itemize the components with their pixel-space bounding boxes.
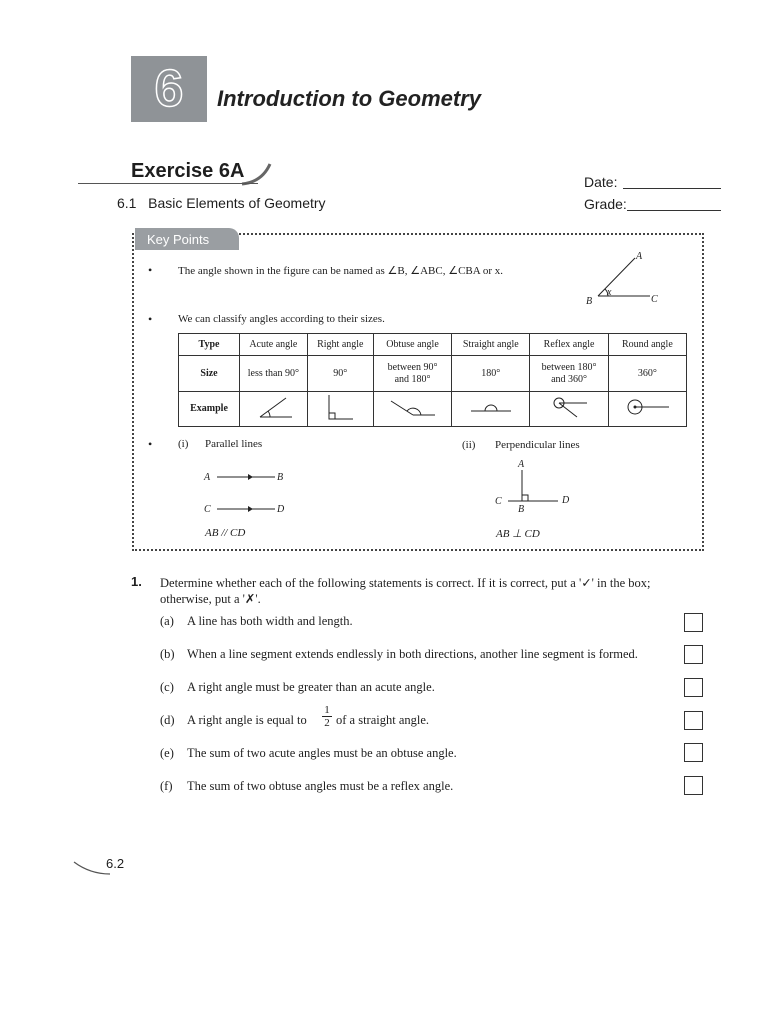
type-cell: Acute angle [240,334,308,356]
grade-field[interactable] [627,210,721,211]
type-cell: Round angle [608,334,686,356]
item-label: (a) [160,614,174,628]
parallel-lines-figure [215,470,280,520]
parallel-title: Parallel lines [205,438,263,450]
right-angle-example-icon [307,392,373,427]
item-label: (b) [160,647,175,661]
perpendicular-number: (ii) [462,439,476,451]
point-a-label: A [636,251,643,262]
point-c-label: C [651,294,658,305]
question-prompt-line2: otherwise, put a '✗'. [160,592,261,606]
answer-checkbox[interactable] [684,743,703,762]
item-text: A line has both width and length. [187,614,353,628]
item-text-after: of a straight angle. [336,713,430,727]
section-heading [117,195,326,211]
answer-checkbox[interactable] [684,678,703,697]
obtuse-angle-example-icon [373,392,451,427]
item-text: A right angle must be greater than an acute angle. [187,680,435,694]
parallel-label-d: D [277,504,285,515]
size-header: Size [179,356,240,392]
table-row-example [179,392,687,427]
date-field[interactable] [623,188,721,189]
straight-angle-example-icon [452,392,530,427]
angle-x-label: x [607,287,612,298]
perpendicular-title: Perpendicular lines [495,439,580,451]
item-label: (f) [160,779,173,793]
item-label: (c) [160,680,174,694]
point-b-label: B [586,296,593,307]
round-angle-example-icon [608,392,686,427]
parallel-label-a: A [204,472,211,483]
size-cell: between 90° and 180° [373,356,451,392]
item-label: (d) [160,713,175,727]
exercise-title: Exercise 6A [131,160,245,182]
chapter-number: 6 [154,60,184,118]
fraction-denominator: 2 [322,716,332,730]
fraction-one-half [322,704,332,730]
question-number: 1. [131,574,142,589]
bullet-1: • [148,263,153,277]
classify-text: We can classify angles according to their sizes. [178,313,385,325]
acute-angle-example-icon [240,392,308,427]
fraction-numerator: 1 [324,704,330,716]
item-text: When a line segment extends endlessly in both directions, another line segment is formed. [187,647,638,661]
type-cell: Right angle [307,334,373,356]
type-cell: Reflex angle [530,334,608,356]
perp-label-d: D [562,495,570,506]
chapter-title: Introduction to Geometry [217,86,481,111]
size-cell: less than 90° [240,356,308,392]
perp-label-c: C [495,496,502,507]
table-row-size [179,356,687,392]
type-cell: Obtuse angle [373,334,451,356]
table-row-type [179,334,687,356]
size-cell: 180° [452,356,530,392]
item-label: (e) [160,746,174,760]
date-label: Date: [584,174,618,190]
perp-label-a: A [518,459,525,470]
type-cell: Straight angle [452,334,530,356]
bullet-3: • [148,437,153,451]
section-number: 6.1 [117,195,137,211]
perpendicular-lines-figure [500,468,570,508]
type-header: Type [179,334,240,356]
parallel-number: (i) [178,438,189,450]
item-text: The sum of two obtuse angles must be a reflex angle. [187,779,454,793]
parallel-caption: AB // CD [205,527,246,539]
key-points-tab: Key Points [135,228,239,250]
item-text-before: A right angle is equal to [187,713,307,727]
perp-label-b: B [518,504,525,515]
size-cell: 360° [608,356,686,392]
angle-types-table [178,333,687,427]
page-number: 6.2 [106,856,125,871]
answer-checkbox[interactable] [684,711,703,730]
answer-checkbox[interactable] [684,645,703,664]
angle-naming-text: The angle shown in the figure can be named as ∠B, ∠ABC, ∠CBA or x. [178,265,503,277]
parallel-label-b: B [277,472,284,483]
item-text: The sum of two acute angles must be an obtuse angle. [187,746,457,760]
answer-checkbox[interactable] [684,776,703,795]
reflex-angle-example-icon [530,392,608,427]
answer-checkbox[interactable] [684,613,703,632]
size-cell: 90° [307,356,373,392]
bullet-2: • [148,312,153,326]
grade-label: Grade: [584,196,627,212]
section-title: Basic Elements of Geometry [148,195,326,211]
example-header: Example [179,392,240,427]
parallel-label-c: C [204,504,211,515]
exercise-underline [78,183,258,184]
size-cell: between 180° and 360° [530,356,608,392]
question-prompt-line1: Determine whether each of the following statements is correct. If it is correct, put a '✓' in the box; [160,576,651,590]
perpendicular-caption: AB ⊥ CD [496,528,540,540]
